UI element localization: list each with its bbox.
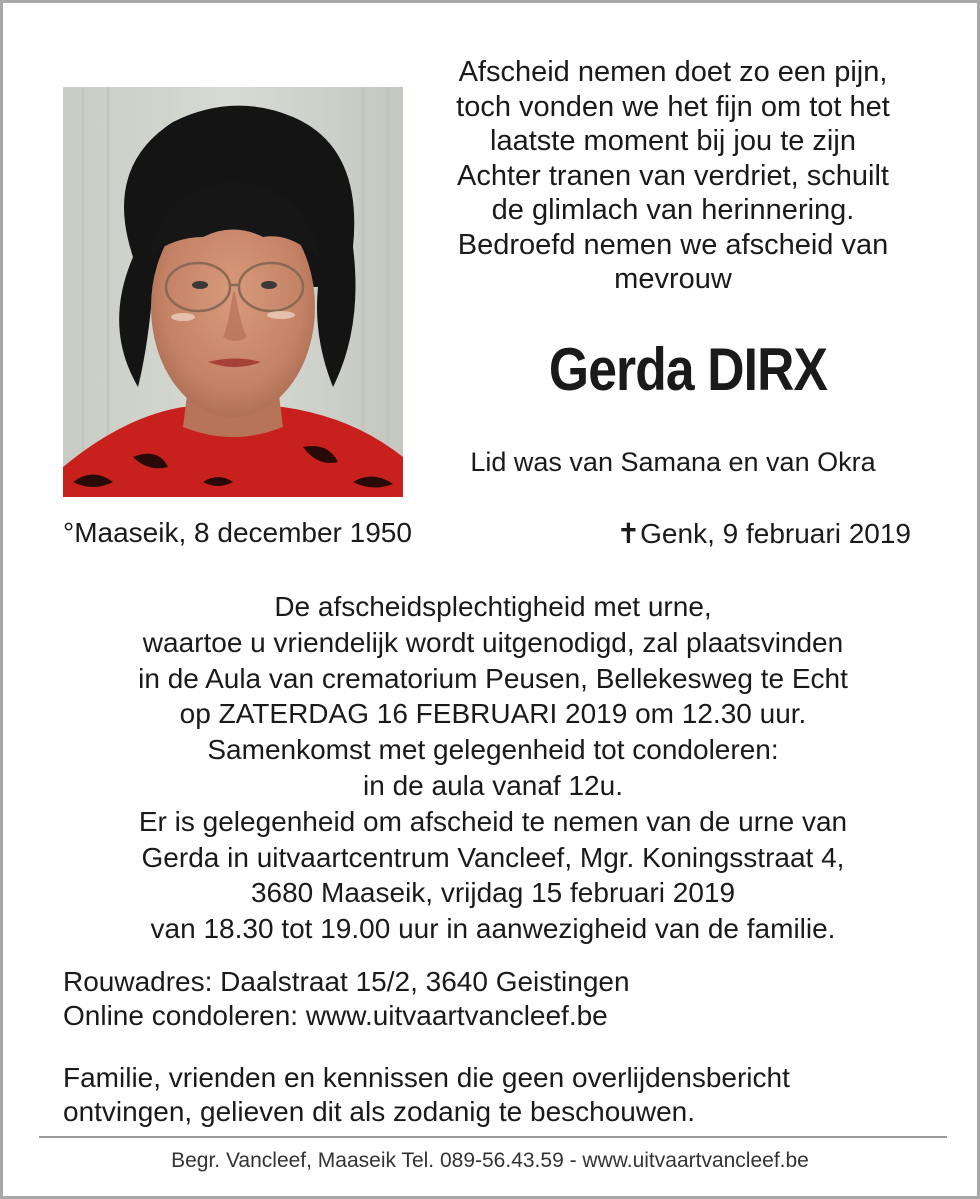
ceremony-line: op ZATERDAG 16 FEBRUARI 2019 om 12.30 uur. [179, 698, 807, 730]
deceased-name: Gerda DIRX [548, 336, 828, 403]
ceremony-line: waartoe u vriendelijk wordt uitgenodigd, zal plaatsvinden [142, 626, 844, 658]
poem-line: Achter tranen van verdriet, schuilt [457, 159, 889, 192]
ceremony-line: Samenkomst met gelegenheid tot condoleren: [207, 734, 779, 766]
membership-text: Lid was van Samana en van Okra [470, 447, 876, 477]
poem-line: toch vonden we het fijn om tot het [456, 90, 890, 123]
poem-line: laatste moment bij jou te zijn [490, 125, 856, 157]
poem [423, 55, 923, 297]
ceremony-line: Gerda in uitvaartcentrum Vancleef, Mgr. Koningsstraat 4, [141, 841, 845, 873]
poem-line: de glimlach van herinnering. [491, 194, 855, 226]
death-info: ✝Genk, 9 februari 2019 [616, 518, 911, 549]
notice-line: Familie, vrienden en kennissen die geen overlijdensbericht [63, 1062, 790, 1093]
portrait-photo [63, 87, 403, 497]
birth-info: °Maaseik, 8 december 1950 [63, 517, 412, 548]
ceremony-line: in de aula vanaf 12u. [363, 769, 623, 801]
mourning-address: Rouwadres: Daalstraat 15/2, 3640 Geistingen [63, 966, 630, 997]
funeral-home-footer: Begr. Vancleef, Maaseik Tel. 089-56.43.59 - www.uitvaartvancleef.be [171, 1149, 809, 1172]
notice-line: ontvingen, gelieven dit als zodanig te beschouwen. [63, 1096, 695, 1127]
contact-info [63, 965, 630, 1033]
ceremony-line: 3680 Maaseik, vrijdag 15 februari 2019 [250, 877, 736, 909]
ceremony-line: van 18.30 tot 19.00 uur in aanwezigheid van de familie. [150, 913, 836, 945]
poem-line: Afscheid nemen doet zo een pijn, [458, 56, 888, 88]
poem-line: Bedroefd nemen we afscheid van [457, 228, 889, 261]
online-condolence: Online condoleren: www.uitvaartvancleef.be [63, 1000, 608, 1031]
poem-line: mevrouw [614, 263, 732, 295]
ceremony-line: Er is gelegenheid om afscheid te nemen van de urne van [138, 805, 848, 837]
notice-text [63, 1061, 790, 1129]
ceremony-line: De afscheidsplechtigheid met urne, [274, 591, 712, 622]
footer-divider [39, 1136, 947, 1138]
ceremony-details [43, 589, 943, 947]
ceremony-line: in de Aula van crematorium Peusen, Bellekesweg te Echt [138, 662, 848, 694]
